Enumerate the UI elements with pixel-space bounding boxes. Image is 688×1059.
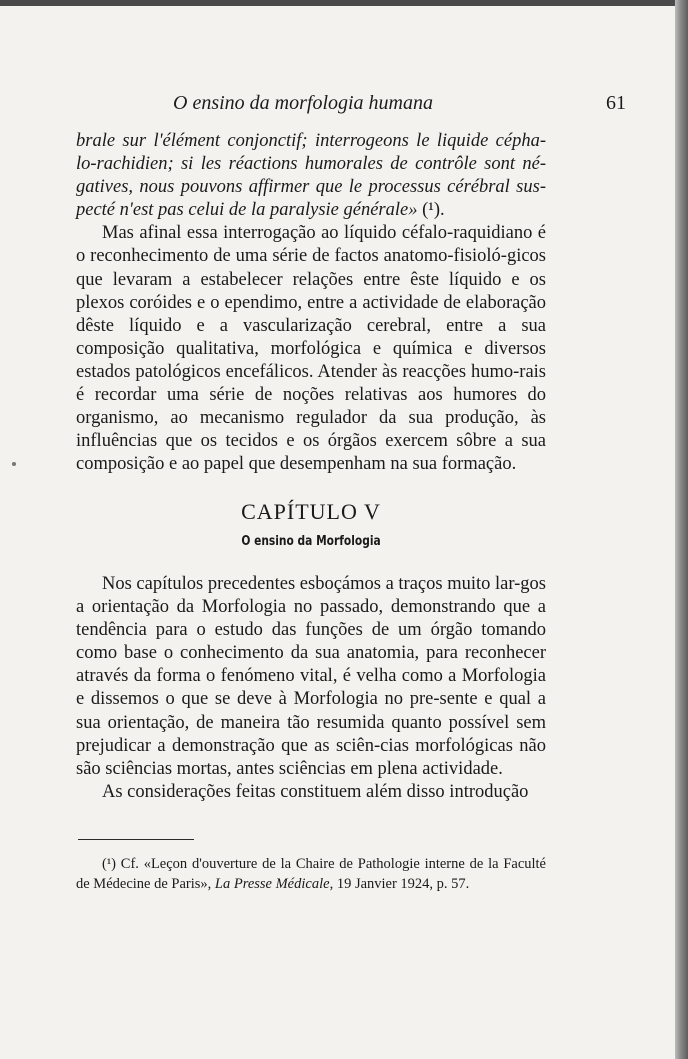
chapter-heading: CAPÍTULO V bbox=[241, 499, 381, 524]
margin-speck bbox=[12, 462, 16, 466]
running-title: O ensino da morfologia humana bbox=[173, 92, 433, 114]
quote-line: brale sur l'élément conjonctif; interrogeons le liquide cépha- bbox=[76, 131, 546, 151]
page-edge-shadow bbox=[675, 0, 688, 1059]
text-block-top bbox=[76, 130, 546, 476]
quote-line: lo-rachidien; si les réactions humorales de contrôle sont né- bbox=[76, 154, 546, 175]
footnote-reference: (¹). bbox=[417, 200, 445, 221]
chapter-subtitle: O ensino da Morfologia bbox=[241, 534, 381, 549]
running-header bbox=[0, 92, 675, 122]
quote-continuation bbox=[76, 130, 546, 222]
footnote-journal: La Presse Médicale bbox=[214, 876, 330, 892]
paragraph: As considerações feitas constituem além disso introdução bbox=[102, 781, 529, 802]
book-page bbox=[0, 6, 675, 1059]
page-number: 61 bbox=[606, 92, 626, 114]
paragraph: Mas afinal essa interrogação ao líquido céfalo-raquidiano é o reconhecimento de uma série de factos anatomo-fisioló-gicos que levaram a estabelecer relações entre êste líquido e os plexos coróides e o ependimo, entre a actividade de elaboração dêste líquido e a vascularização cerebral, entre a sua composição qualitativa, morfológica e química e diversos estados patológicos encefálicos. Atender às reacções humo-rais é recordar uma série de noções relativas aos humores do organismo, ao mecanismo regulador da sua produção, às influências que os tecidos e os órgãos exercem sôbre a sua composição e ao papel que desempenham na sua formação. bbox=[76, 223, 546, 475]
footnote-tail: , 19 Janvier 1924, p. 57. bbox=[329, 876, 470, 892]
quote-line: pecté n'est pas celui de la paralysie générale» bbox=[76, 200, 418, 221]
paragraph: Nos capítulos precedentes esboçámos a traços muito lar-gos a orientação da Morfologia no passado, demonstrando que a tendência para o estudo das funções de um órgão tomando como base o conhecimento da sua anatomia, para reconhecer através da forma o fenómeno vital, é velha como a Morfologia e dissemos o que se deve à Morfologia no pre-sente e qual a sua orientação, de maneira tão resumida quanto possível sem prejudicar a demonstração que as sciên-cias morfológicas não são sciências mortas, antes sciências em plena actividade. bbox=[76, 574, 547, 779]
text-block-bottom bbox=[76, 573, 546, 804]
footnote bbox=[76, 854, 546, 894]
quote-line: gatives, nous pouvons affirmer que le processus cérébral sus- bbox=[76, 177, 546, 198]
footnote-lead: (¹) Cf. «Leçon d'ouverture de la Chaire de Pathologie interne de la Faculté de Médecine de Paris», bbox=[76, 856, 546, 892]
footnote-divider bbox=[78, 839, 194, 840]
